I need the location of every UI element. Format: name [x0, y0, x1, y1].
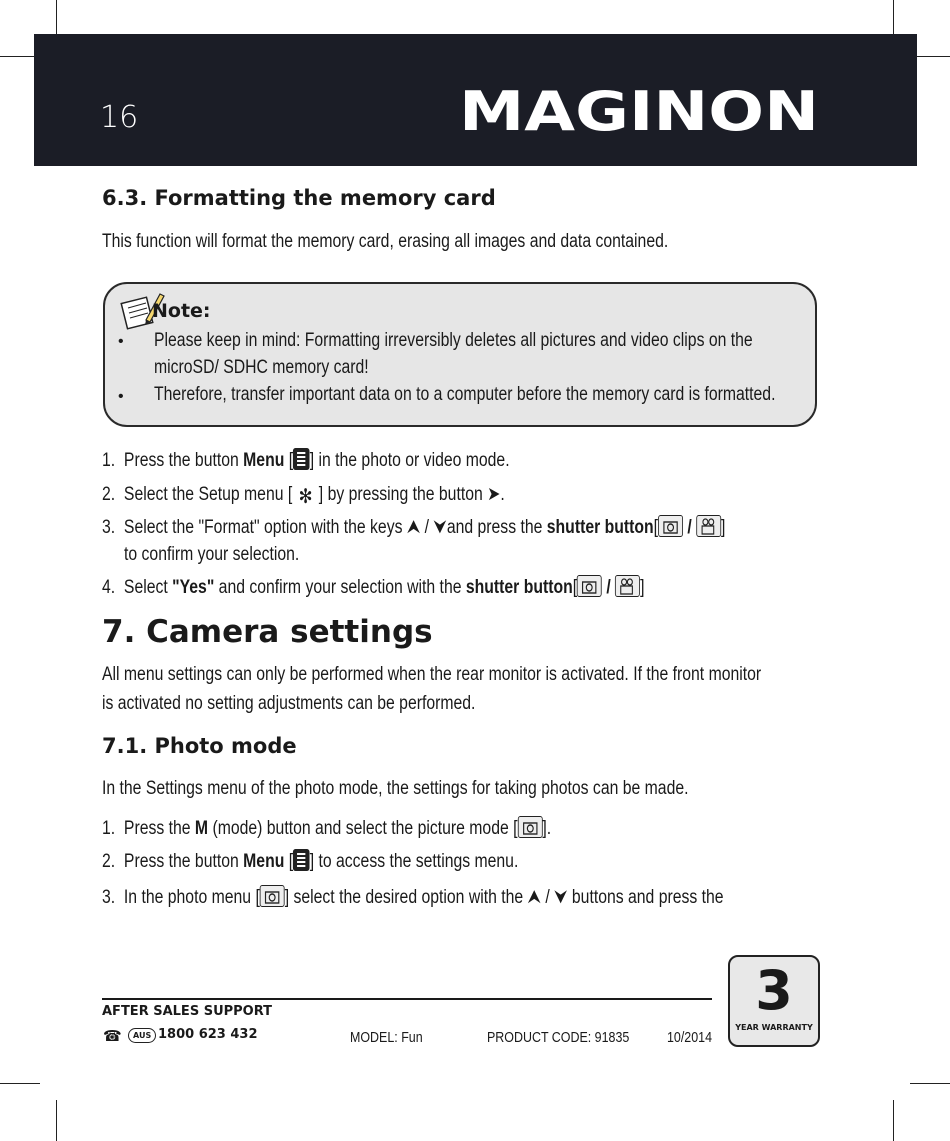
section-title: 7.1. Photo mode — [102, 734, 297, 758]
video-camera-icon — [615, 575, 640, 597]
chapter-paragraph: All menu settings can only be performed when the rear monitor is activated. If the front monitor — [102, 664, 762, 685]
footer-rule — [102, 998, 712, 1000]
camera-icon — [260, 885, 285, 907]
gear-icon: ✻ — [298, 483, 313, 508]
phone-icon: ☎ — [103, 1027, 122, 1045]
chevron-up-icon: ⮝ — [527, 886, 541, 908]
video-camera-icon — [696, 515, 721, 537]
note-line: Therefore, transfer important data on to a computer before the memory card is formatted. — [154, 384, 776, 405]
svg-text:MAGINON: MAGINON — [459, 80, 819, 138]
section-intro: In the Settings menu of the photo mode, the settings for taking photos can be made. — [102, 778, 689, 799]
page-header — [34, 34, 917, 166]
crop-mark — [56, 1100, 57, 1141]
list-item: 2. Press the button Menu [ ] to access the settings menu. — [102, 848, 518, 876]
model-label: MODEL: Fun — [350, 1029, 423, 1046]
menu-list-icon — [293, 849, 310, 871]
section-title: 6.3. Formatting the memory card — [102, 186, 496, 210]
list-item: 1. Press the button Menu [ ] in the photo or video mode. — [102, 447, 510, 475]
chevron-right-icon: ➤ — [487, 483, 501, 505]
note-line: microSD/ SDHC memory card! — [154, 357, 369, 378]
print-date: 10/2014 — [667, 1029, 713, 1046]
page-number: 16 — [100, 100, 139, 135]
list-item-continued: to confirm your selection. — [124, 544, 300, 565]
list-item: 3. In the photo menu [ ] select the desired option with the ⮝ / ⮟ buttons and press the — [102, 886, 724, 908]
warranty-badge — [728, 955, 820, 1047]
list-item: 3. Select the "Format" option with the keys ⮝ / ⮟and press the shutter button[ / ] — [102, 516, 726, 538]
support-phone: 1800 623 432 — [158, 1027, 258, 1042]
warranty-label: YEAR WARRANTY — [735, 1023, 813, 1032]
bullet: • — [118, 333, 124, 350]
chapter-paragraph: is activated no setting adjustments can be performed. — [102, 693, 476, 714]
after-sales-label: AFTER SALES SUPPORT — [102, 1004, 273, 1019]
product-code: PRODUCT CODE: 91835 — [487, 1029, 630, 1046]
chapter-title: 7. Camera settings — [102, 614, 433, 650]
chevron-up-icon: ⮝ — [406, 516, 421, 538]
list-item: 1. Press the M (mode) button and select the picture mode [ ]. — [102, 815, 551, 843]
crop-mark — [893, 1100, 894, 1141]
country-badge: AUS — [128, 1028, 156, 1043]
note-title: Note: — [152, 300, 211, 322]
warranty-years: 3 — [755, 959, 793, 1022]
chevron-down-icon: ⮟ — [554, 886, 568, 908]
chevron-down-icon: ⮟ — [433, 516, 447, 538]
brand-logo — [454, 78, 824, 138]
section-intro: This function will format the memory card, erasing all images and data contained. — [102, 231, 669, 252]
list-item: 4. Select "Yes" and confirm your selection with the shutter button[ / ] — [102, 574, 644, 602]
crop-mark — [910, 1083, 950, 1084]
bullet: • — [118, 388, 124, 405]
list-item: 2. Select the Setup menu [ ✻ ] by pressing the button ➤. — [102, 483, 505, 508]
note-line: Please keep in mind: Formatting irreversibly deletes all pictures and video clips on the — [154, 330, 753, 351]
camera-icon — [577, 575, 602, 597]
menu-list-icon — [293, 448, 310, 470]
camera-icon — [658, 515, 683, 537]
camera-icon — [518, 816, 543, 838]
crop-mark — [0, 1083, 40, 1084]
